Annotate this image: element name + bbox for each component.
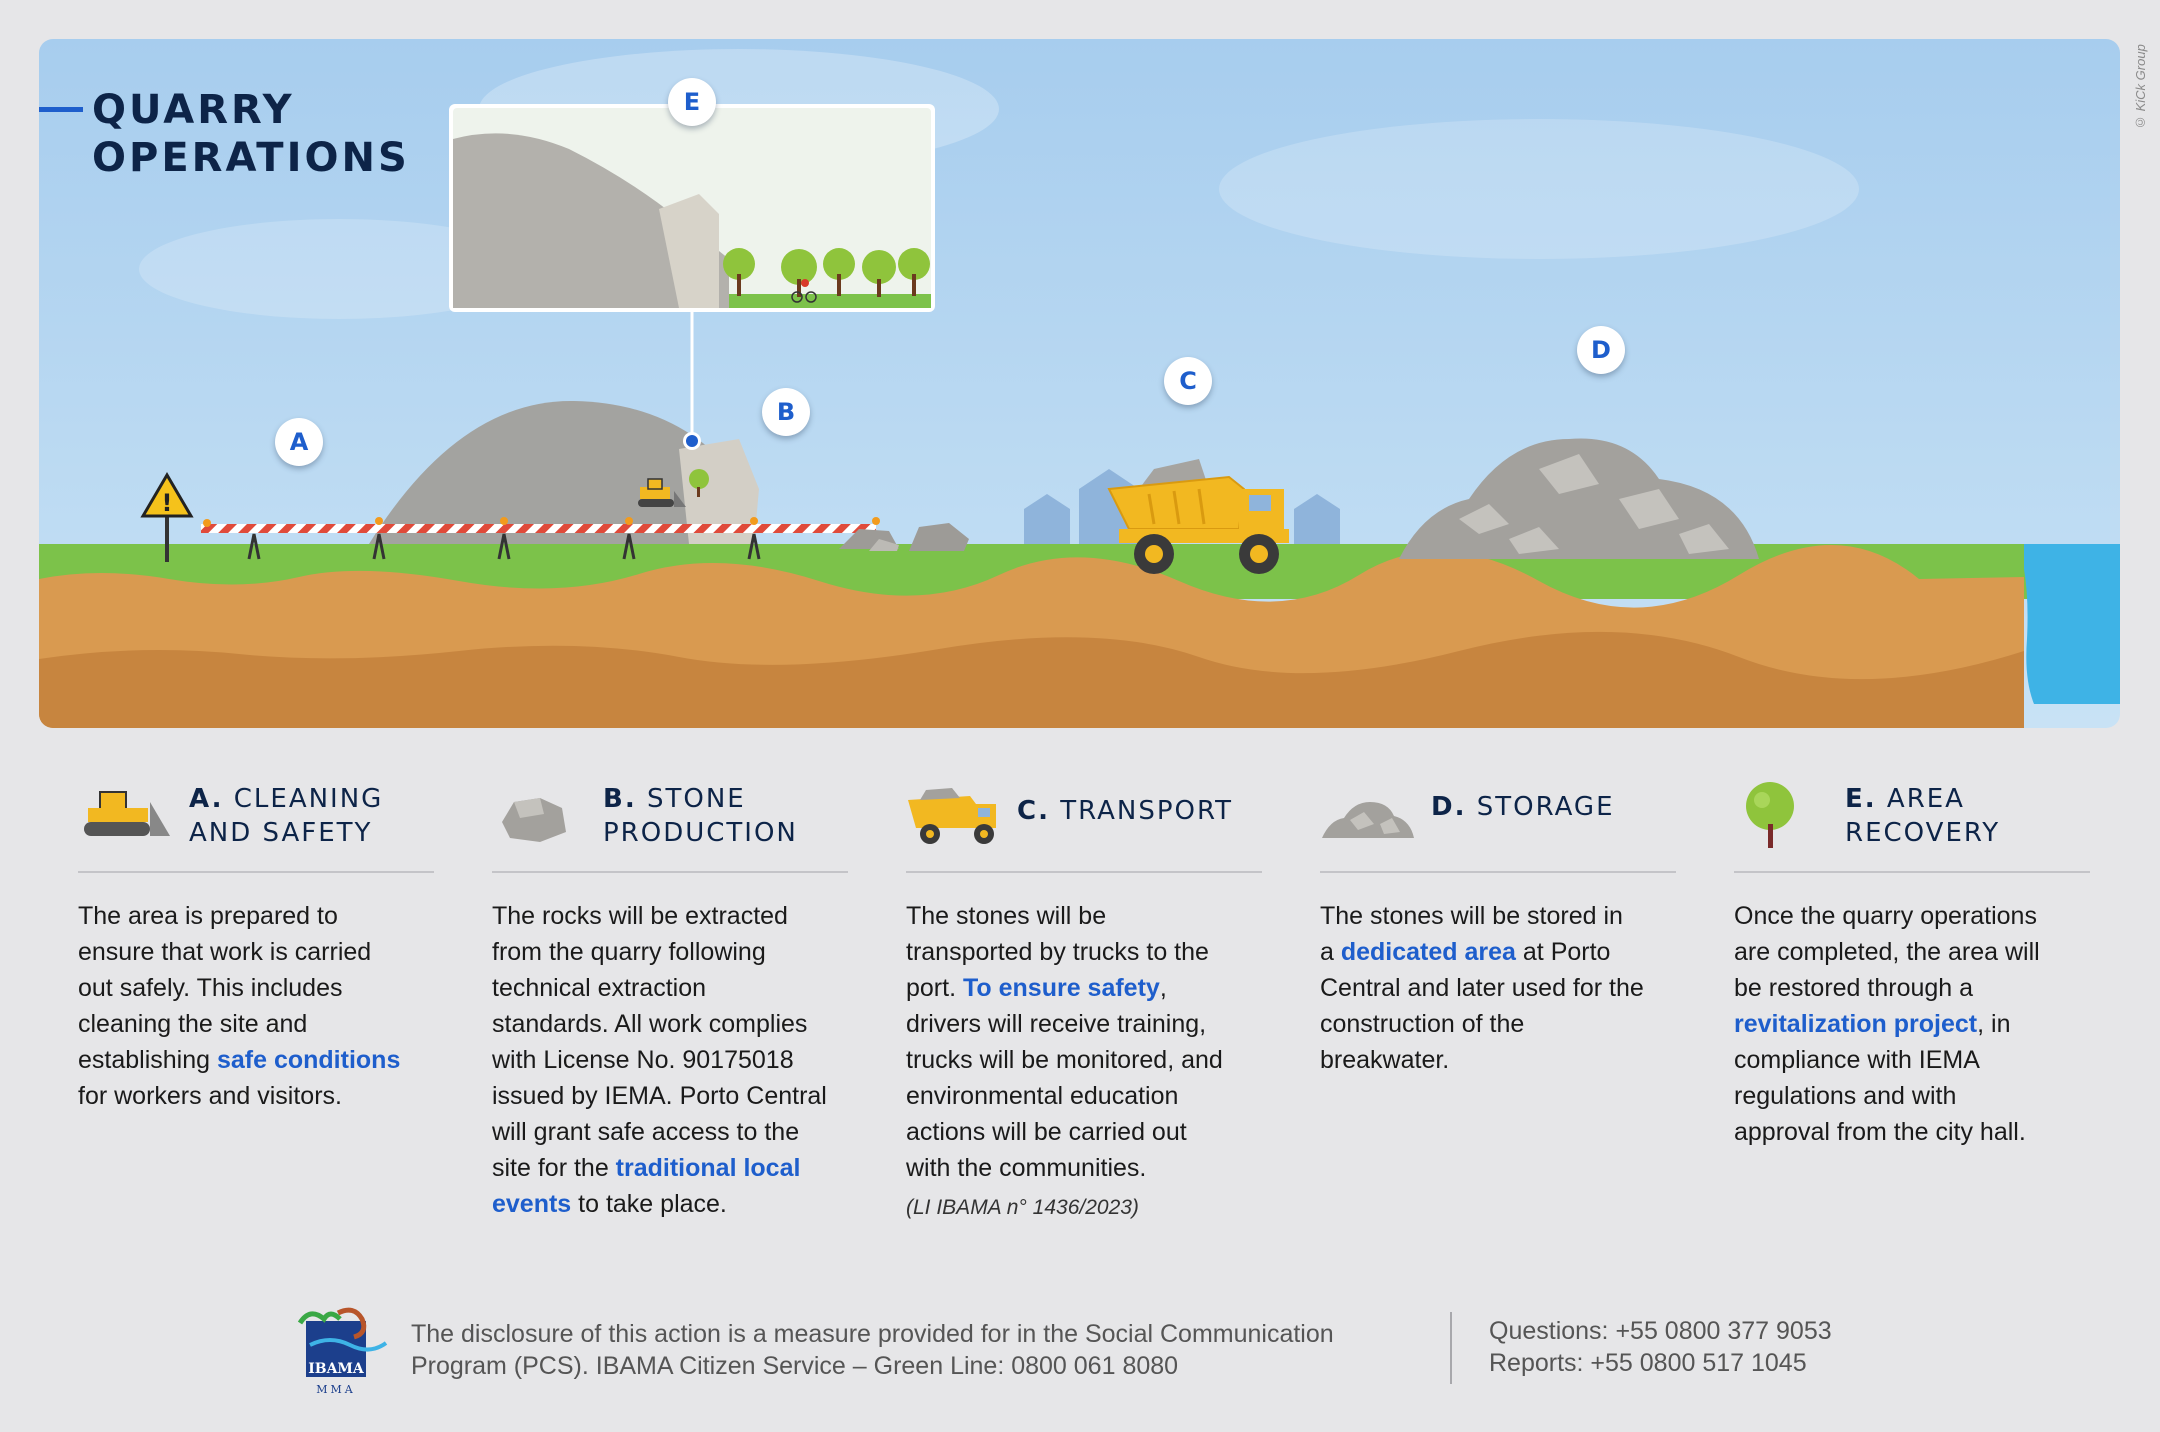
svg-text:!: !	[161, 489, 173, 517]
section-title: D. STORAGE	[1431, 792, 1615, 822]
highlight-link: To ensure safety	[962, 974, 1160, 1002]
section-stone-production	[492, 770, 848, 1222]
section-title: A. CLEANING AND SAFETY	[189, 784, 384, 848]
tree-icon	[1734, 780, 1830, 850]
questions-line: Questions: +55 0800 377 9053	[1489, 1317, 1832, 1345]
svg-text:IBAMA: IBAMA	[308, 1361, 364, 1377]
page-title	[92, 86, 410, 182]
footer-disclosure: The disclosure of this action is a measure provided for in the Social Communication Program (PCS). IBAMA Citizen Service – Green Line: 0800 061 8080	[411, 1320, 1334, 1380]
section-body: The stones will be transported by trucks to the port. To ensure safety, drivers will receive training, trucks will be monitored, and environmental education actions will be carried out with the communities. (LI IBAMA n° 1436/2023)	[906, 898, 1262, 1226]
marker-d: D	[1577, 326, 1625, 374]
divider	[1734, 871, 2090, 873]
rock-icon	[492, 780, 588, 850]
footer-divider	[1450, 1312, 1452, 1384]
marker-b: B	[762, 388, 810, 436]
ibama-logo	[290, 1305, 390, 1397]
water	[2024, 544, 2120, 704]
highlight-link: events	[492, 1190, 572, 1218]
section-storage	[1320, 770, 1676, 1078]
title-line-1: QUARRY	[92, 87, 295, 133]
highlight-link: traditional local	[615, 1154, 801, 1182]
bulldozer-icon	[78, 780, 174, 850]
section-title: C. TRANSPORT	[1017, 796, 1234, 826]
title-accent-bar	[39, 107, 83, 112]
section-area-recovery	[1734, 770, 2090, 1150]
section-body: The area is prepared to ensure that work is carried out safely. This includes cleaning the site and establishing safe conditions for workers and visitors.	[78, 902, 401, 1110]
section-body: Once the quarry operations are completed, the area will be restored through a revitalization project, in compliance with IEMA regulations and with approval from the city hall.	[1734, 902, 2040, 1146]
highlight-link: revitalization project	[1734, 1010, 1978, 1038]
marker-e: E	[668, 78, 716, 126]
divider	[78, 871, 434, 873]
reports-line: Reports: +55 0800 517 1045	[1489, 1349, 1807, 1377]
rock-pile-icon	[1320, 780, 1416, 850]
marker-a: A	[275, 418, 323, 466]
dump-truck-icon	[906, 780, 1002, 850]
section-transport	[906, 770, 1262, 1226]
divider	[906, 871, 1262, 873]
divider	[1320, 871, 1676, 873]
copyright-note: © KiCk Group	[2133, 44, 2148, 130]
footer-contacts	[1489, 1315, 1832, 1379]
license-note: (LI IBAMA n° 1436/2023)	[906, 1196, 1139, 1219]
section-cleaning-safety	[78, 770, 434, 1114]
section-title: E. AREA RECOVERY	[1845, 784, 2001, 848]
section-body: The stones will be stored in a dedicated area at Porto Central and later used for the construction of the breakwater.	[1320, 902, 1644, 1074]
marker-c: C	[1164, 357, 1212, 405]
title-line-2: OPERATIONS	[92, 135, 410, 181]
divider	[492, 871, 848, 873]
svg-text:MMA: MMA	[316, 1383, 356, 1396]
highlight-link: safe conditions	[216, 1046, 401, 1074]
highlight-link: dedicated area	[1340, 938, 1516, 966]
section-title: B. STONE PRODUCTION	[603, 784, 798, 848]
section-body: The rocks will be extracted from the quarry following technical extraction standards. All work complies with License No. 90175018 issued by IEMA. Porto Central will grant safe access to the site for the traditional local events to take place.	[492, 902, 827, 1218]
